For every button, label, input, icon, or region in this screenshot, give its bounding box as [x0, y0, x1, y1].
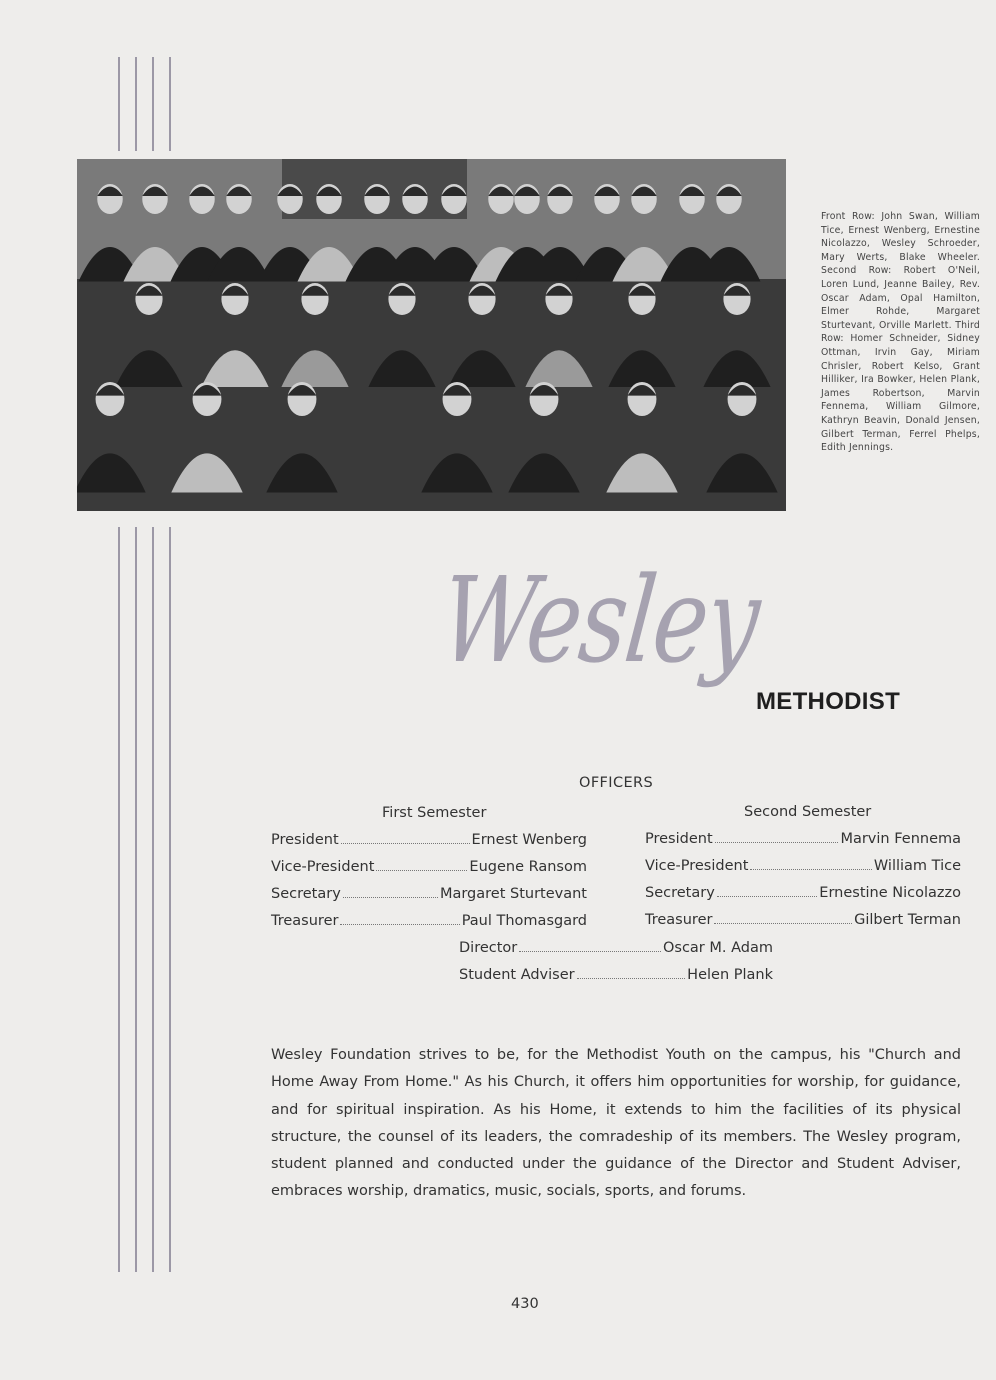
- page-subtitle: METHODIST: [756, 688, 901, 715]
- staff-name: Oscar M. Adam: [662, 940, 773, 956]
- staff-role: Director: [459, 940, 518, 956]
- photo-caption: Front Row: John Swan, William Tice, Ernest Wenberg, Ernestine Nicolazzo, Wesley Schroeder, Mary Werts, Blake Wheeler. Second Row: Robert O'Neil, Loren Lund, Jeanne Bailey, Rev. Oscar Adam, Opal Hamilton, Elmer Rohde, Margaret Sturtevant, Orville Marlett. Third Row: Homer Schneider, Sidney Ottman, Irvin Gay, Miriam Chrisler, Robert Kelso, Grant Hilliker, Ira Bowker, Helen Plank, James Robertson, Marvin Fennema, William Gilmore, Kathryn Beavin, Donald Jensen, Gilbert Terman, Ferrel Phelps, Edith Jennings.: [821, 211, 980, 454]
- officer-name: William Tice: [873, 858, 961, 874]
- description-paragraph: Wesley Foundation strives to be, for the Methodist Youth on the campus, his "Church and Home Away From Home." As his Church, it offers him opportunities for worship, for guidance, and for spiritual inspiration. As his Home, it extends to him the facilities of its physical structure, the counsel of its leaders, the comradeship of its members. The Wesley program, student planned and conducted under the guidance of the Director and Student Adviser, embraces worship, dramatics, music, socials, sports, and forums.: [271, 1047, 961, 1200]
- officer-name: Marvin Fennema: [840, 831, 961, 847]
- officer-role: Secretary: [645, 885, 715, 901]
- officer-name: Paul Thomasgard: [461, 913, 587, 929]
- officer-name: Eugene Ransom: [469, 859, 587, 875]
- staff-name: Helen Plank: [687, 967, 773, 983]
- officer-name: Ernest Wenberg: [471, 832, 587, 848]
- second-semester-heading: Second Semester: [744, 804, 872, 820]
- first-semester-heading: First Semester: [382, 805, 487, 821]
- officer-name: Gilbert Terman: [854, 912, 961, 928]
- officers-heading: OFFICERS: [579, 775, 654, 791]
- officer-role: President: [271, 832, 339, 848]
- decorative-vertical-lines-bottom: [118, 527, 178, 1272]
- officer-name: Ernestine Nicolazzo: [819, 885, 961, 901]
- officer-role: Vice-President: [271, 859, 375, 875]
- officer-row: [271, 913, 587, 933]
- officer-row: [645, 858, 961, 878]
- officer-row: [645, 912, 961, 932]
- officer-row: [645, 831, 961, 851]
- officer-row: [271, 886, 587, 906]
- officer-row: [271, 859, 587, 879]
- staff-role: Student Adviser: [459, 967, 575, 983]
- staff-row: [459, 940, 773, 960]
- staff-row: [459, 967, 773, 987]
- officer-role: Secretary: [271, 886, 341, 902]
- officer-role: Treasurer: [645, 912, 713, 928]
- officer-role: Treasurer: [271, 913, 339, 929]
- page-number: 430: [511, 1296, 539, 1312]
- group-photo: [77, 159, 786, 511]
- officer-name: Margaret Sturtevant: [439, 886, 587, 902]
- officer-role: President: [645, 831, 713, 847]
- decorative-vertical-lines-top: [118, 57, 178, 151]
- officer-row: [271, 832, 587, 852]
- officer-row: [645, 885, 961, 905]
- officer-role: Vice-President: [645, 858, 749, 874]
- page-title: Wesley: [434, 551, 765, 689]
